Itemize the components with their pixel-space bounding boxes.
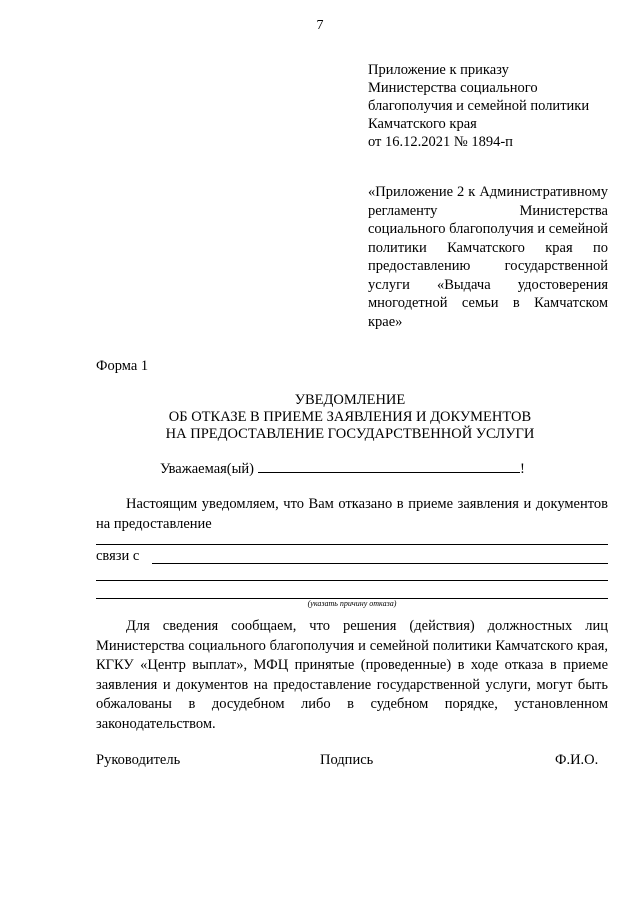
salutation [160,460,525,478]
title-line: НА ПРЕДОСТАВЛЕНИЕ ГОСУДАРСТВЕННОЙ УСЛУГИ [165,426,535,442]
fill-line [96,580,608,581]
signature-name: Ф.И.О. [555,752,599,768]
appendix-order-block [368,61,608,151]
form-label: Форма 1 [96,358,149,374]
reason-hint: (указать причину отказа) [307,599,397,608]
appendix-order-line: Министерства социального [368,80,538,96]
notice-text: Настоящим уведомляем, что Вам отказано в приеме заявления и документов на предоставление [96,496,608,532]
salutation-prefix: Уважаемая(ый) [160,461,254,477]
signature-position: Руководитель [96,752,181,768]
info-paragraph [96,617,608,734]
reason-line [152,563,608,564]
page-number: 7 [316,18,324,33]
document-title [60,392,640,443]
appendix-order-line: Приложение к приказу [368,62,509,78]
appendix-regulation-block [368,183,608,331]
signature-sign: Подпись [320,752,374,768]
info-text: Для сведения сообщаем, что решения (действия) должностных лиц Министерства социального благополучия и семейной политики Камчатского края, КГКУ «Центр выплат», МФЦ принятые (проведенные) в ходе отказа в приеме заявления и документов на предоставление государственной услуги, могут быть обжалованы в досудебном либо в судебном порядке, установленном законодательством. [96,618,608,732]
appendix-order-line: благополучия и семейной политики [368,98,590,114]
appendix-regulation-text: «Приложение 2 к Административному регламенту Министерства социального благополучия и семейной политики Камчатского края по предоставлению государственной услуги «Выдача удостоверения многодетной семьи в Камчатском крае» [368,184,608,330]
appendix-order-line: Камчатского края [368,116,477,132]
appendix-order-line: от 16.12.2021 № 1894-п [368,134,513,150]
fill-line [96,544,608,545]
reason-prefix: связи с [96,548,140,564]
title-line: ОБ ОТКАЗЕ В ПРИЕМЕ ЗАЯВЛЕНИЯ И ДОКУМЕНТОВ [168,409,532,425]
salutation-suffix: ! [519,461,525,477]
recipient-name-blank [258,460,520,473]
notice-paragraph [96,494,608,534]
title-line: УВЕДОМЛЕНИЕ [294,392,406,408]
